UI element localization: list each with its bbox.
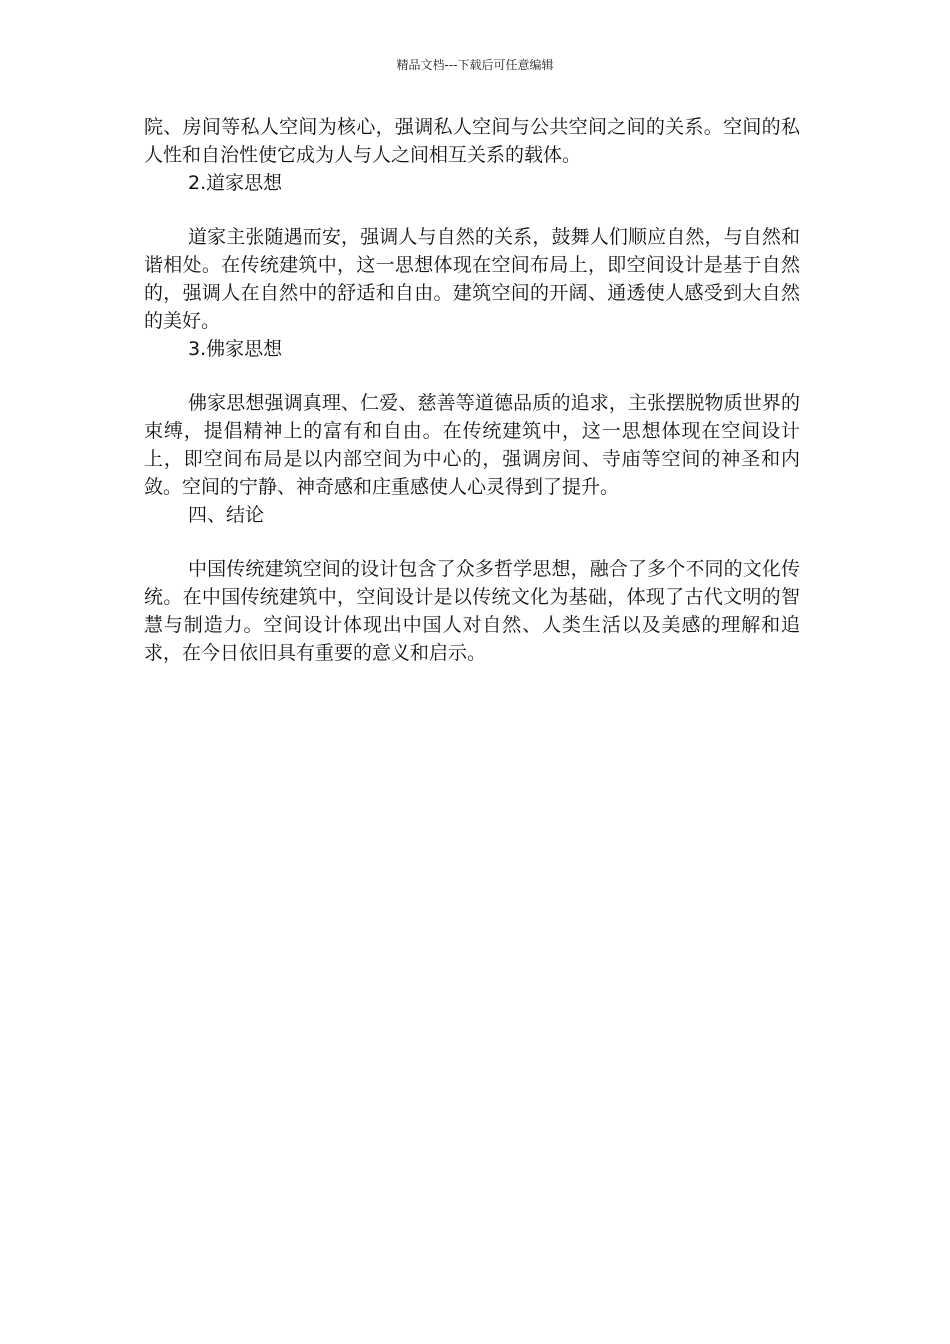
paragraph-intro: 院、房间等私人空间为核心，强调私人空间与公共空间之间的关系。空间的私人性和自治性使它成为人与人之间相互关系的载体。 [144, 116, 800, 166]
heading-buddhist-thought: 3.佛家思想 [188, 338, 283, 360]
paragraph-buddhist-thought: 佛家思想强调真理、仁爱、慈善等道德品质的追求，主张摆脱物质世界的束缚，提倡精神上的富有和自由。在传统建筑中，这一思想体现在空间设计上，即空间布局是以内部空间为中心的，强调房间、寺庙等空间的神圣和内敛。空间的宁静、神奇感和庄重感使人心灵得到了提升。 [144, 392, 800, 498]
document-body [144, 113, 800, 667]
page-header: 精品文档---下载后可任意编辑 [396, 58, 554, 72]
paragraph-daoist-thought: 道家主张随遇而安，强调人与自然的关系，鼓舞人们顺应自然，与自然和谐相处。在传统建筑中，这一思想体现在空间布局上，即空间设计是基于自然的，强调人在自然中的舒适和自由。建筑空间的开阔、通透使人感受到大自然的美好。 [144, 226, 800, 332]
heading-conclusion: 四、结论 [188, 504, 265, 526]
heading-daoist-thought: 2.道家思想 [188, 172, 283, 194]
paragraph-conclusion: 中国传统建筑空间的设计包含了众多哲学思想，融合了多个不同的文化传统。在中国传统建筑中，空间设计是以传统文化为基础，体现了古代文明的智慧与制造力。空间设计体现出中国人对自然、人类生活以及美感的理解和追求，在今日依旧具有重要的意义和启示。 [144, 558, 800, 664]
